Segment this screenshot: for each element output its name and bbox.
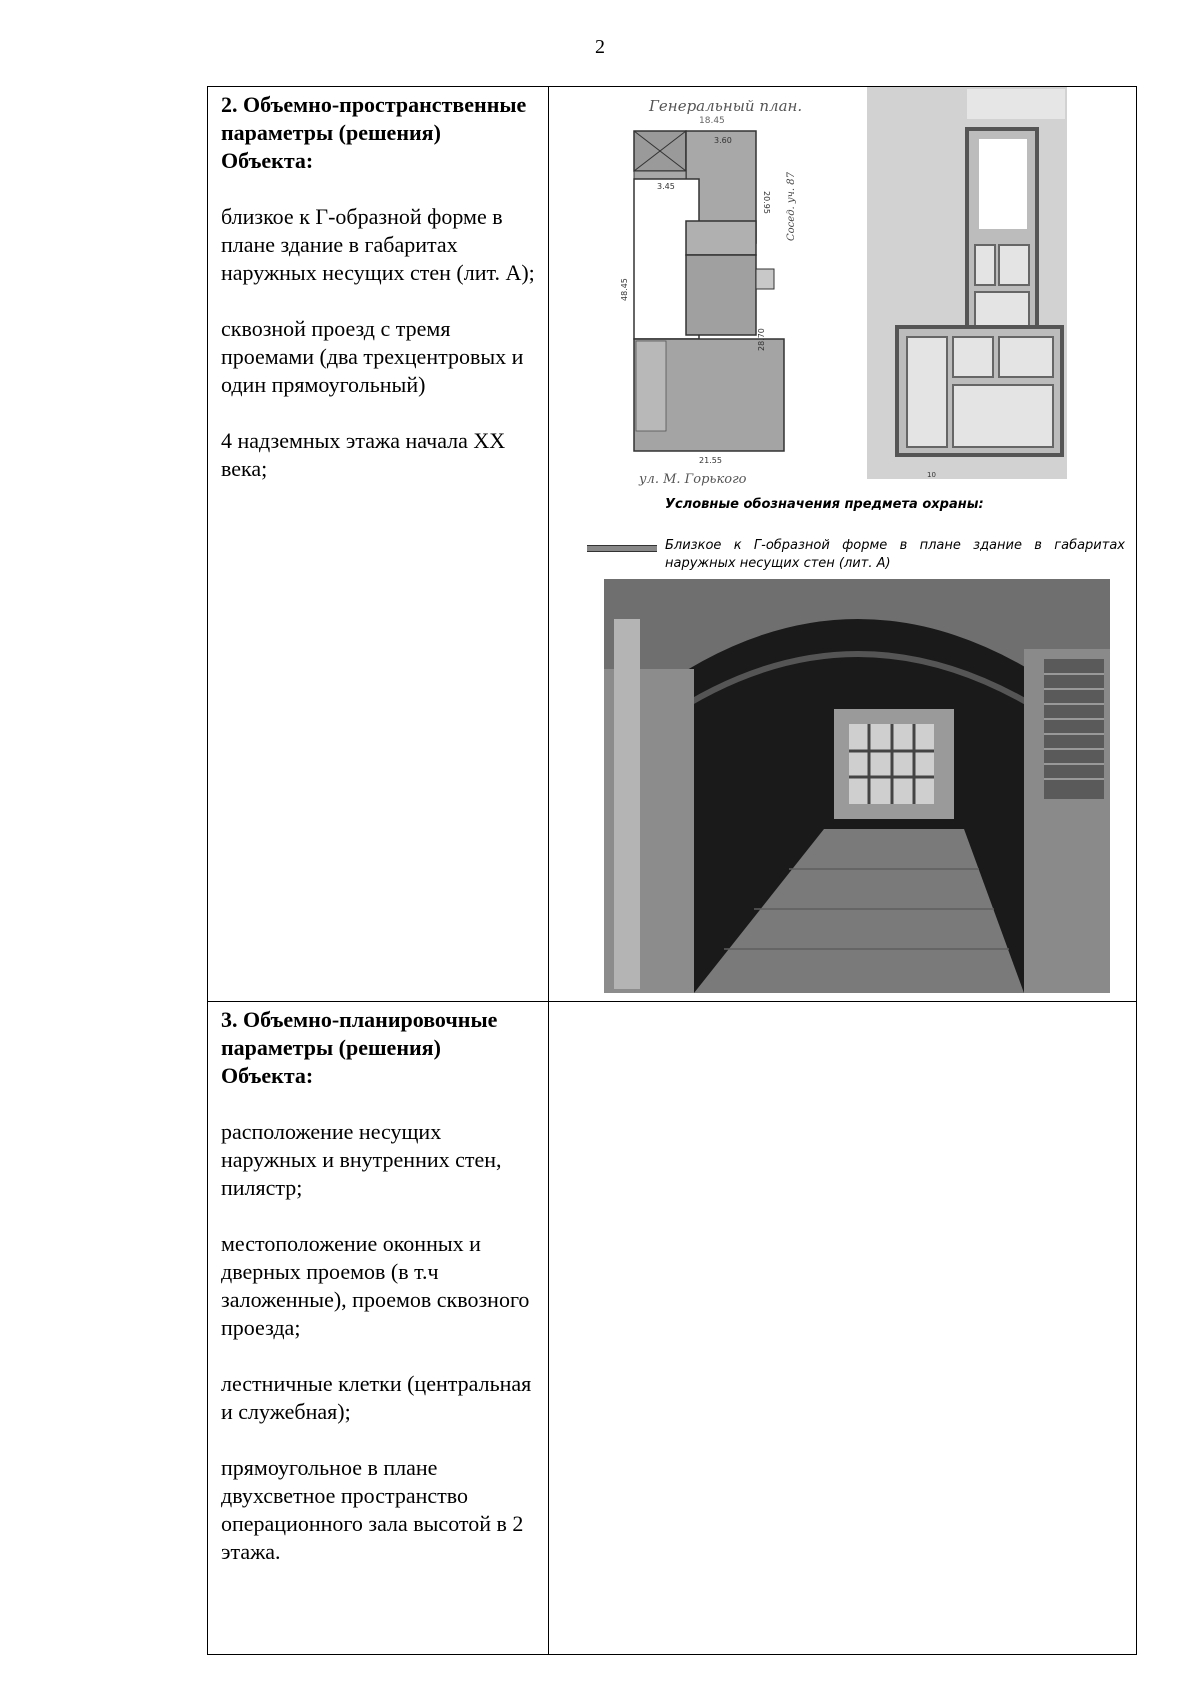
row-illustrations [549, 87, 1137, 1002]
legend-title: Условные обозначения предмета охраны: [665, 497, 984, 512]
row-illustrations-empty [549, 1002, 1137, 1655]
general-plan-drawing [619, 91, 849, 491]
floor-plan-drawing [867, 87, 1067, 479]
legend-line-symbol [587, 545, 657, 552]
paragraph: лестничные клетки (центральная и служебная); [221, 1371, 532, 1424]
dimension-label: 28.70 [757, 328, 766, 351]
section-heading: 2. Объемно-пространственные параметры (решения) Объекта: [221, 92, 527, 173]
svg-text:10: 10 [927, 471, 936, 479]
street-label: ул. М. Горького [639, 472, 747, 487]
row-description [208, 87, 549, 1002]
paragraph: сквозной проезд с тремя проемами (два трехцентровых и один прямоугольный) [221, 316, 524, 397]
dimension-label: 21.55 [699, 456, 722, 465]
dimension-label: 3.60 [714, 136, 732, 145]
paragraph: близкое к Г-образной форме в плане здание в габаритах наружных несущих стен (лит. А); [221, 204, 535, 285]
dimension-label: 48.45 [620, 278, 629, 301]
protection-subject-table [207, 86, 1137, 1655]
neighbor-label: Сосед. уч. 87 [786, 172, 797, 241]
row-description [208, 1002, 549, 1655]
paragraph: местоположение оконных и дверных проемов (в т.ч заложенные), проемов сквозного проезда; [221, 1231, 530, 1340]
dimension-label: 18.45 [699, 116, 725, 126]
paragraph: расположение несущих наружных и внутренних стен, пилястр; [221, 1119, 502, 1200]
table-row [208, 1002, 1137, 1655]
dimension-label: 3.45 [657, 182, 675, 191]
table-row [208, 87, 1137, 1002]
plan-title: Генеральный план. [649, 97, 803, 115]
page-number: 2 [595, 36, 605, 58]
figure-area [549, 87, 1136, 997]
paragraph: 4 надземных этажа начала XX века; [221, 428, 506, 481]
passage-photo [604, 579, 1110, 993]
dimension-label: 20.95 [762, 191, 771, 214]
legend-item-text: Близкое к Г-образной форме в плане здание в габаритах наружных несущих стен (лит. А) [665, 538, 1125, 571]
paragraph: прямоугольное в плане двухсветное пространство операционного зала высотой в 2 этажа. [221, 1455, 524, 1564]
section-heading: 3. Объемно-планировочные параметры (решения) Объекта: [221, 1007, 498, 1088]
